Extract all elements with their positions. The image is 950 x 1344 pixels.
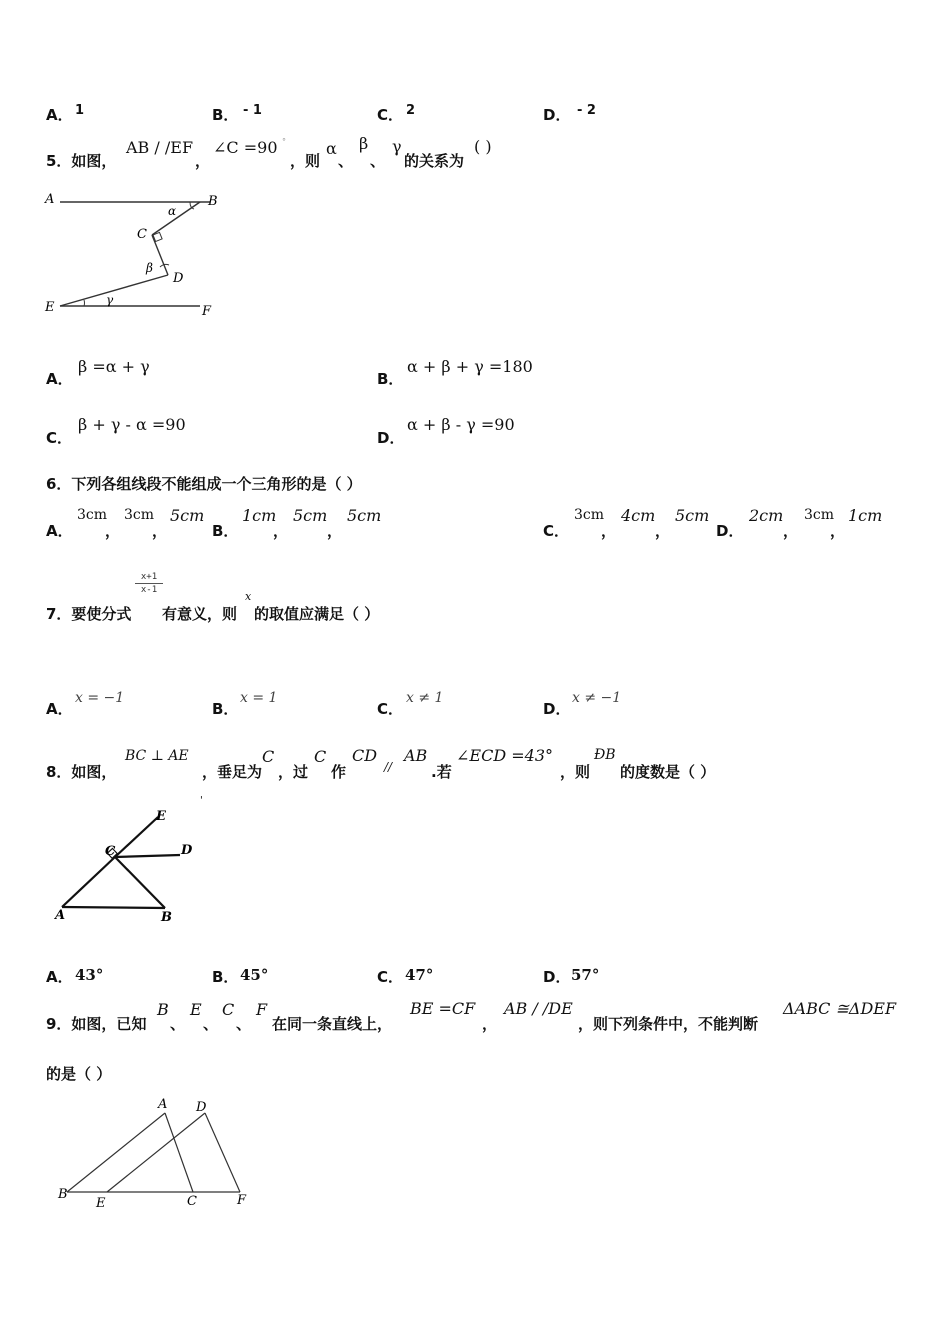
q5-label-beta: β [146, 261, 153, 275]
q5-option-a-label: A． [46, 370, 73, 388]
q5-gamma: γ [392, 137, 402, 156]
q8-point-c2: C [314, 747, 327, 766]
q9-comma: ， [482, 1015, 498, 1033]
q5-option-d-label: D． [377, 429, 405, 447]
q4-option-a-label: A． [46, 106, 73, 124]
q8-stray-mark: ' [200, 795, 203, 806]
q6-comma: ， [273, 522, 289, 540]
q6-option-b-value2: 5cm [293, 506, 328, 525]
q5-option-a-value: β =α + γ [78, 357, 150, 376]
q6-comma: ， [830, 522, 846, 540]
q6-stem: 6．下列各组线段不能组成一个三角形的是（ ） [46, 475, 362, 493]
q5-label-d: D [173, 271, 184, 286]
q9-point-c: C [222, 1000, 235, 1019]
q5-cond-parallel: AB / /EF [126, 138, 194, 157]
q8-label-e: E [156, 809, 166, 824]
q8-label-c: C [105, 844, 116, 859]
q8-number: 8．如图， [46, 763, 117, 781]
q5-label-gamma: γ [106, 293, 114, 307]
q5-relation: 的关系为 [404, 152, 465, 170]
q6-option-c-label: C． [543, 522, 570, 540]
q9-figure [55, 1095, 255, 1210]
q8-parallel: // [384, 760, 393, 774]
q5-beta: β [359, 134, 369, 153]
q5-label-b: B [208, 194, 218, 209]
q5-figure [40, 185, 230, 320]
q7-fraction-numerator: x+1 [140, 572, 158, 582]
q8-label-d: D [181, 843, 193, 858]
q6-comma: ， [783, 522, 799, 540]
q6-option-a-value2: 3cm [124, 507, 155, 523]
q6-option-d-value1: 2cm [749, 506, 784, 525]
q8-option-d-label: D． [543, 968, 571, 986]
q8-segment-ab: AB [404, 746, 428, 765]
q5-answer-paren: ( ) [474, 137, 492, 156]
q8-cond-angle: ∠ECD =43° [456, 746, 554, 765]
q9-cond-parallel: AB / /DE [504, 999, 573, 1018]
q6-option-c-value3: 5cm [675, 506, 710, 525]
q8-point-c: C [262, 747, 275, 766]
q9-same-line: 在同一条直线上， [272, 1015, 393, 1033]
q9-label-d: D [196, 1100, 207, 1115]
q6-option-b-value3: 5cm [347, 506, 382, 525]
q5-label-f: F [202, 304, 212, 319]
q5-label-a: A [45, 192, 55, 207]
q6-option-b-label: B． [212, 522, 239, 540]
q5-option-d-value: α + β - γ =90 [407, 415, 515, 434]
q9-tail: ，则下列条件中，不能判断 [578, 1015, 759, 1033]
q8-segment-cd: CD [352, 746, 378, 765]
q8-cond-perpendicular: BC ⊥ AE [125, 748, 189, 764]
q7-fraction-denominator: x-1 [140, 585, 158, 595]
q7-fraction [135, 572, 163, 595]
q8-option-a-value: 43° [75, 966, 104, 984]
q9-label-a: A [158, 1097, 168, 1112]
q5-degree: ° [282, 137, 286, 146]
q9-sep3: 、 [236, 1015, 252, 1033]
q8-figure [50, 805, 210, 925]
q7-variable: x [245, 590, 252, 603]
q5-option-c-value: β + γ - α =90 [78, 415, 186, 434]
q5-comma: ， [195, 152, 211, 170]
q4-option-a-value: 1 [75, 103, 85, 118]
q8-tail: 的度数是（ ） [620, 763, 716, 781]
q6-comma: ， [655, 522, 671, 540]
q6-option-d-value3: 1cm [848, 506, 883, 525]
q6-comma: ， [601, 522, 617, 540]
q6-comma: ， [105, 522, 121, 540]
q6-option-c-value1: 3cm [574, 507, 605, 523]
q5-option-b-label: B． [377, 370, 404, 388]
q5-label-e: E [45, 300, 55, 315]
q6-option-a-value1: 3cm [77, 507, 108, 523]
q7-option-d-label: D． [543, 700, 571, 718]
q7-number: 7．要使分式 [46, 605, 132, 623]
q8-then: ，则 [560, 763, 591, 781]
q9-sep1: 、 [170, 1015, 186, 1033]
q8-option-b-value: 45° [240, 966, 269, 984]
q9-number: 9．如图，已知 [46, 1015, 147, 1033]
q6-option-a-label: A． [46, 522, 73, 540]
q8-option-c-label: C． [377, 968, 404, 986]
q9-stem-line2: 的是（ ） [46, 1065, 112, 1083]
q4-option-d-label: D． [543, 106, 571, 124]
q6-option-a-value3: 5cm [170, 506, 205, 525]
q7-meaningful: 有意义，则 [162, 605, 238, 623]
q8-option-c-value: 47° [405, 966, 434, 984]
q8-option-a-label: A． [46, 968, 73, 986]
q6-option-c-value2: 4cm [621, 506, 656, 525]
q8-option-b-label: B． [212, 968, 239, 986]
q4-option-b-label: B． [212, 106, 239, 124]
q6-comma: ， [327, 522, 343, 540]
q9-label-e: E [96, 1196, 106, 1211]
q7-tail: 的取值应满足（ ） [254, 605, 380, 623]
q5-alpha: α [326, 139, 337, 158]
q4-option-d-value: - 2 [577, 103, 596, 118]
q8-through: ，过 [278, 763, 309, 781]
q5-sep1: 、 [338, 152, 354, 170]
q5-option-b-value: α + β + γ =180 [407, 357, 533, 376]
q8-if: .若 [431, 763, 452, 781]
q8-label-a: A [55, 908, 66, 923]
q8-option-d-value: 57° [571, 966, 600, 984]
q4-option-c-value: 2 [406, 103, 416, 118]
q8-foot: ，垂足为 [202, 763, 263, 781]
q9-point-e: E [190, 1000, 202, 1019]
q7-option-b-value: x = 1 [240, 690, 278, 706]
q9-label-b: B [58, 1187, 68, 1202]
q7-option-b-label: B． [212, 700, 239, 718]
q9-label-f: F [237, 1193, 247, 1208]
q6-option-d-label: D． [716, 522, 744, 540]
q9-label-c: C [187, 1194, 197, 1209]
q7-option-a-label: A． [46, 700, 73, 718]
q7-option-a-value: x = −1 [75, 690, 125, 706]
q8-angle-b: ÐB [594, 747, 616, 763]
q5-sep2: 、 [370, 152, 386, 170]
q5-label-c: C [137, 227, 147, 242]
q9-point-b: B [157, 1000, 169, 1019]
q7-option-c-value: x ≠ 1 [406, 690, 444, 706]
q6-option-b-value1: 1cm [242, 506, 277, 525]
q6-option-d-value2: 3cm [804, 507, 835, 523]
q7-option-d-value: x ≠ −1 [572, 690, 622, 706]
q5-then: ，则 [290, 152, 321, 170]
q9-sep2: 、 [203, 1015, 219, 1033]
q7-option-c-label: C． [377, 700, 404, 718]
q4-option-b-value: - 1 [243, 103, 262, 118]
q8-label-b: B [161, 910, 172, 925]
q9-cond-equal: BE =CF [410, 999, 476, 1018]
q5-label-alpha: α [168, 204, 177, 218]
q4-option-c-label: C． [377, 106, 404, 124]
q9-congruence: ΔABC ≅ΔDEF [783, 999, 897, 1018]
q5-number: 5．如图， [46, 152, 117, 170]
q8-make: 作 [331, 763, 347, 781]
q9-point-f: F [256, 1000, 268, 1019]
q5-option-c-label: C． [46, 429, 73, 447]
q6-comma: ， [152, 522, 168, 540]
q5-cond-angle: ∠C =90 [213, 138, 278, 157]
